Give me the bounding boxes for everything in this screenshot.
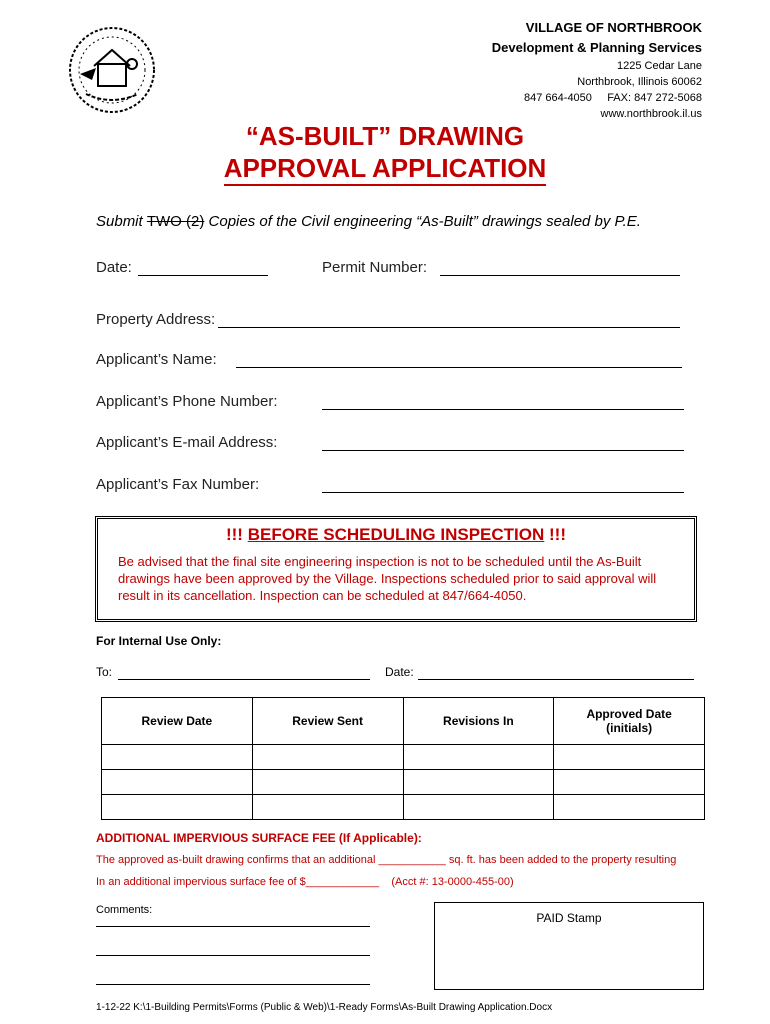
col-revisions-in: Revisions In — [403, 698, 554, 745]
table-cell[interactable] — [102, 795, 253, 820]
col-review-date: Review Date — [102, 698, 253, 745]
applicant-fax-field[interactable] — [322, 492, 684, 493]
warning-title — [98, 525, 694, 545]
table-cell[interactable] — [403, 745, 554, 770]
phone-fax: 847 664-4050 FAX: 847 272-5068 — [524, 92, 702, 104]
table-cell[interactable] — [554, 795, 705, 820]
table-cell[interactable] — [252, 745, 403, 770]
table-cell[interactable] — [403, 795, 554, 820]
table-cell[interactable] — [252, 770, 403, 795]
fee-heading: ADDITIONAL IMPERVIOUS SURFACE FEE (If Applicable): — [96, 831, 422, 845]
street-address: 1225 Cedar Lane — [616, 60, 702, 72]
table-cell[interactable] — [252, 795, 403, 820]
website: www.northbrook.il.us — [600, 108, 702, 120]
applicant-name-field[interactable] — [236, 367, 682, 368]
applicant-phone-label: Applicant’s Phone Number: — [96, 393, 278, 410]
comments-label: Comments: — [96, 904, 153, 916]
applicant-name-label: Applicant’s Name: — [96, 351, 217, 368]
paid-stamp-box — [434, 902, 704, 990]
submit-instructions — [96, 213, 641, 230]
table-cell[interactable] — [403, 770, 554, 795]
org-header — [492, 18, 702, 122]
comments-line-1[interactable] — [96, 926, 370, 927]
table-cell[interactable] — [554, 745, 705, 770]
footer-path: 1-12-22 K:\1-Building Permits\Forms (Public & Web)\1-Ready Forms\As-Built Drawing Application.Docx — [96, 1002, 553, 1013]
table-cell[interactable] — [102, 745, 253, 770]
paid-stamp-label: PAID Stamp — [536, 911, 602, 925]
submit-count: TWO (2) — [146, 213, 205, 230]
fee-line-2: In an additional impervious surface fee of $____________ (Acct #: 13-0000-455-00) — [96, 876, 514, 888]
org-name: VILLAGE OF NORTHBROOK — [525, 20, 702, 35]
property-address-field[interactable] — [218, 327, 680, 328]
submit-prefix: Submit — [96, 213, 147, 230]
inspection-warning-box — [95, 516, 697, 622]
table-cell[interactable] — [554, 770, 705, 795]
table-row — [102, 770, 705, 795]
internal-date-label: Date: — [385, 665, 414, 679]
table-row — [102, 795, 705, 820]
village-seal-logo — [66, 24, 158, 116]
title-line-2: APPROVAL APPLICATION — [224, 152, 547, 186]
city-address: Northbrook, Illinois 60062 — [577, 76, 702, 88]
applicant-email-label: Applicant’s E-mail Address: — [96, 434, 278, 451]
internal-date-field[interactable] — [418, 679, 694, 680]
date-label: Date: — [96, 259, 132, 276]
warning-title-main: BEFORE SCHEDULING INSPECTION — [247, 525, 545, 544]
applicant-email-field[interactable] — [322, 450, 684, 451]
comments-line-3[interactable] — [96, 984, 370, 985]
internal-use-heading: For Internal Use Only: — [96, 634, 222, 648]
fee-line-1: The approved as-built drawing confirms that an additional ___________ sq. ft. has been added to the property resulting — [96, 854, 677, 866]
warning-suffix: !!! — [544, 525, 567, 544]
to-field[interactable] — [118, 679, 370, 680]
date-field[interactable] — [138, 275, 268, 276]
review-table — [101, 697, 705, 820]
table-header-row — [102, 698, 705, 745]
submit-rest: Copies of the Civil engineering “As-Built” drawings sealed by P.E. — [204, 213, 641, 230]
permit-number-label: Permit Number: — [322, 259, 428, 276]
applicant-fax-label: Applicant’s Fax Number: — [96, 476, 260, 493]
col-approved-date: Approved Date (initials) — [554, 698, 705, 745]
title-line-1: “AS-BUILT” DRAWING — [245, 121, 525, 151]
warning-prefix: !!! — [225, 525, 248, 544]
table-cell[interactable] — [102, 770, 253, 795]
table-row — [102, 745, 705, 770]
col-review-sent: Review Sent — [252, 698, 403, 745]
property-address-label: Property Address: — [96, 311, 216, 328]
applicant-phone-field[interactable] — [322, 409, 684, 410]
permit-number-field[interactable] — [440, 275, 680, 276]
page-title — [0, 120, 770, 186]
comments-line-2[interactable] — [96, 955, 370, 956]
department-name: Development & Planning Services — [491, 40, 702, 55]
to-label: To: — [96, 665, 113, 679]
warning-body: Be advised that the final site engineering inspection is not to be scheduled until the As-Built drawings have been approved by the Village. Inspections scheduled prior to said approval will result in its cancellation. Inspection can be scheduled at 847/664-4050. — [118, 554, 657, 603]
